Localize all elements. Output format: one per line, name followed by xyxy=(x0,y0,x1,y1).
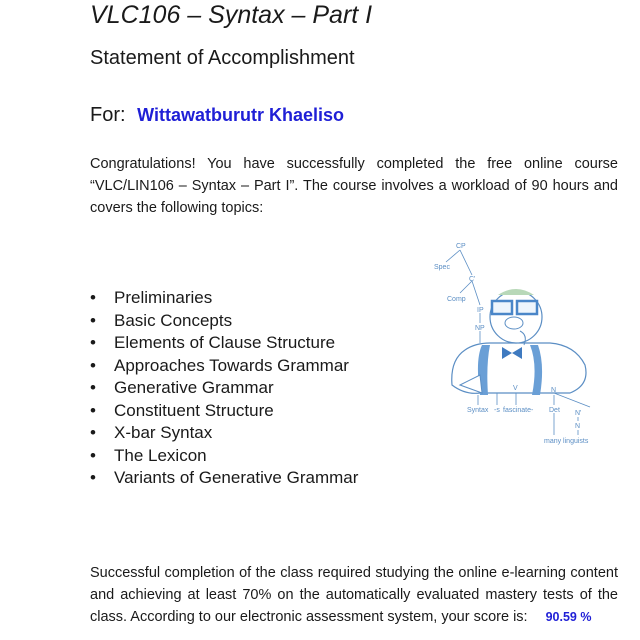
bullet-icon: • xyxy=(90,423,96,442)
score-value: 90.59 % xyxy=(545,610,592,624)
tree-label-np: NP xyxy=(475,325,485,332)
course-title: VLC106 – Syntax – Part I xyxy=(90,1,373,29)
tree-label-syntax: Syntax xyxy=(467,407,489,414)
topic-item: • Variants of Generative Grammar xyxy=(90,467,358,490)
tree-label-v: V xyxy=(513,385,518,392)
closing-text: Successful completion of the class required studying the online e-learning content and achieving at least 70% on the automatically evaluated mastery tests of the class. According to our electronic assessment system, your score is: xyxy=(90,565,618,625)
bullet-icon: • xyxy=(90,333,96,352)
topics-list xyxy=(90,287,358,490)
tree-label-n: N xyxy=(575,423,581,430)
tree-label-n-bar: N' xyxy=(575,410,582,417)
tree-label-c-bar: C' xyxy=(469,276,476,283)
topic-item: • X-bar Syntax xyxy=(90,422,358,445)
tree-label-spec: Spec xyxy=(434,264,450,271)
professor-figure xyxy=(452,289,586,395)
bullet-icon: • xyxy=(90,355,96,375)
tree-label-n-node: N xyxy=(551,387,557,394)
for-label: For: xyxy=(90,104,126,126)
tree-label-cp: CP xyxy=(456,243,466,250)
topic-item: • Approaches Towards Grammar xyxy=(90,355,358,378)
tree-label-comp: Comp xyxy=(447,296,466,303)
bullet-icon: • xyxy=(90,468,96,487)
recipient-name: Wittawatburutr Khaeliso xyxy=(137,105,344,125)
bullet-icon: • xyxy=(90,288,96,307)
topic-item: • Generative Grammar xyxy=(90,377,358,400)
tree-label-det: Det xyxy=(549,407,560,414)
syntax-tree-professor-illustration xyxy=(420,235,610,460)
tree-label-many-linguists: many linguists xyxy=(544,438,589,445)
topic-item: • Preliminaries xyxy=(90,287,358,310)
intro-paragraph: Congratulations! You have successfully completed the free online course “VLC/LIN106 – Syntax – Part I”. The course involves a workload of 90 hours and covers the following topics: xyxy=(90,156,618,216)
tree-label-ip: IP xyxy=(477,307,484,314)
topic-item: • Basic Concepts xyxy=(90,310,358,333)
certificate-subtitle: Statement of Accomplishment xyxy=(90,47,355,69)
bullet-icon: • xyxy=(90,445,96,465)
bullet-icon: • xyxy=(90,378,96,397)
topic-item: • Constituent Structure xyxy=(90,400,358,423)
recipient-line xyxy=(90,102,344,128)
tree-label-fascinate: fascinate- xyxy=(503,407,534,414)
tree-label-s: -s xyxy=(494,407,500,414)
topic-item: • Elements of Clause Structure xyxy=(90,332,358,355)
topic-item: • The Lexicon xyxy=(90,445,358,468)
bullet-icon: • xyxy=(90,400,96,420)
closing-paragraph xyxy=(90,562,618,628)
bullet-icon: • xyxy=(90,310,96,330)
